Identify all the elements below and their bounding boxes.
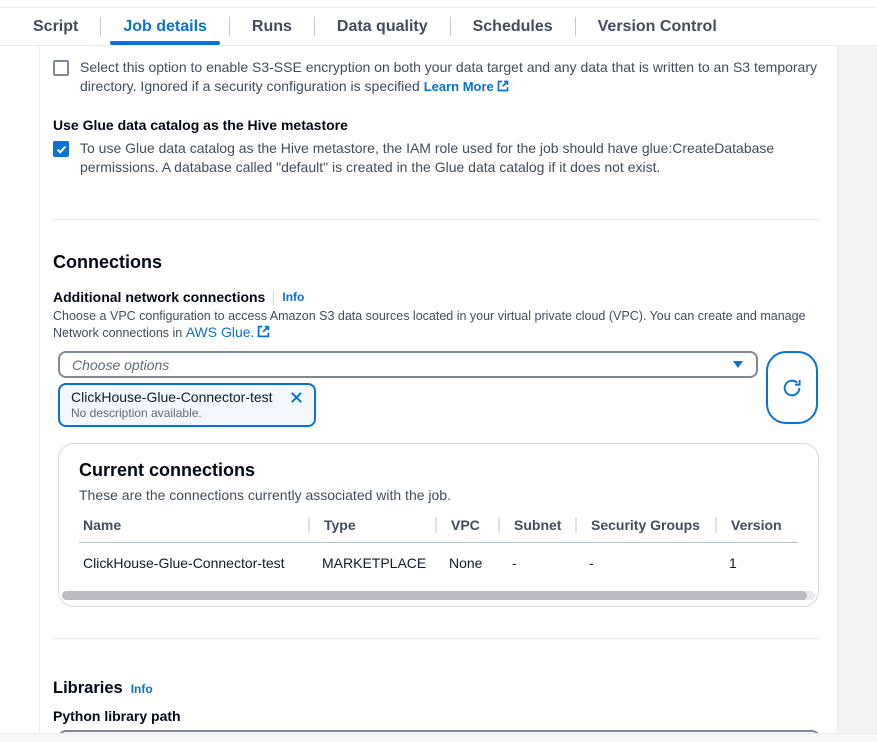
job-details-panel — [39, 46, 838, 733]
additional-network-connections-row — [53, 289, 819, 305]
connections-info-link[interactable]: Info — [282, 290, 305, 304]
cell-name: ClickHouse-Glue-Connector-test — [83, 555, 285, 571]
hive-metastore-checkbox[interactable] — [53, 141, 69, 157]
cell-vpc: None — [449, 555, 483, 571]
python-library-path-label: Python library path — [53, 708, 181, 724]
column-header-subnet: Subnet — [498, 517, 575, 533]
current-connections-heading: Current connections — [79, 460, 256, 480]
hive-metastore-option — [53, 139, 819, 177]
learn-more-link[interactable]: Learn More — [424, 79, 509, 94]
external-link-icon — [497, 78, 509, 97]
column-header-name: Name — [83, 517, 122, 533]
additional-network-connections-label: Additional network connections — [53, 289, 266, 305]
right-gutter — [838, 46, 877, 733]
current-connections-description: These are the connections currently associated with the job. — [79, 487, 451, 503]
left-gutter — [0, 46, 39, 733]
horizontal-scrollbar-thumb[interactable] — [62, 591, 807, 600]
tab-runs[interactable]: Runs — [251, 17, 292, 35]
tab-divider — [100, 17, 101, 36]
column-header-type: Type — [308, 517, 435, 533]
connection-token-label: ClickHouse-Glue-Connector-test — [71, 389, 273, 405]
tab-divider — [450, 17, 451, 36]
select-placeholder: Choose options — [72, 356, 170, 373]
connections-select[interactable] — [58, 351, 758, 378]
libraries-heading: Libraries — [53, 679, 123, 697]
column-header-security-groups: Security Groups — [575, 517, 715, 533]
hive-metastore-label: Use Glue data catalog as the Hive metastore — [53, 117, 348, 133]
connection-token-description: No description available. — [71, 406, 202, 420]
tab-divider — [229, 17, 230, 36]
external-link-icon — [257, 325, 270, 342]
libraries-heading-row — [53, 679, 819, 698]
libraries-info-link[interactable]: Info — [130, 682, 153, 696]
table-header-row — [79, 517, 798, 543]
column-header-version: Version — [715, 517, 809, 533]
hive-metastore-description: To use Glue data catalog as the Hive metastore, the IAM role used for the job should have glue:CreateDatabase permissions. A database called "default" is created in the Glue data catalog if it does not exist. — [80, 140, 775, 175]
chevron-down-icon — [732, 356, 744, 374]
connections-select-row — [58, 351, 819, 427]
refresh-icon — [781, 377, 803, 399]
section-divider — [53, 219, 819, 220]
python-library-path-input[interactable] — [58, 730, 820, 733]
tab-version-control[interactable]: Version Control — [597, 17, 717, 35]
s3-sse-encryption-checkbox[interactable] — [53, 60, 69, 76]
connections-table — [79, 517, 798, 585]
cell-security-groups: - — [589, 555, 594, 571]
tab-script[interactable]: Script — [33, 17, 79, 35]
connections-description: Choose a VPC configuration to access Amazon S3 data sources located in your virtual private cloud (VPC). You can create and manage Network connections in AWS Glue. — [53, 309, 806, 340]
tab-divider — [575, 17, 576, 36]
cell-version: 1 — [729, 555, 737, 571]
connections-heading: Connections — [53, 252, 163, 272]
aws-glue-link[interactable]: AWS Glue. — [186, 324, 271, 340]
close-icon — [289, 390, 304, 405]
s3-sse-encryption-label: Select this option to enable S3-SSE encryption on both your data target and any data that is written to an S3 temporary directory. Ignored if a security configuration is specified Learn More — [80, 58, 819, 97]
tab-data-quality[interactable]: Data quality — [336, 17, 428, 35]
connection-token — [58, 383, 316, 427]
token-dismiss-button[interactable] — [281, 390, 304, 405]
current-connections-panel — [58, 443, 819, 607]
column-header-vpc: VPC — [435, 517, 498, 533]
bottom-strip — [0, 733, 877, 742]
cell-type: MARKETPLACE — [322, 555, 427, 571]
tab-job-details[interactable]: Job details — [110, 8, 220, 45]
horizontal-scrollbar-track — [62, 591, 815, 600]
label-divider — [273, 290, 274, 305]
section-divider — [53, 638, 819, 639]
tab-schedules[interactable]: Schedules — [472, 17, 553, 35]
tab-divider — [314, 17, 315, 36]
tab-bar — [0, 0, 877, 46]
check-icon — [56, 144, 67, 155]
refresh-connections-button[interactable] — [766, 351, 818, 424]
table-row — [79, 543, 798, 585]
s3-sse-encryption-option — [53, 58, 819, 97]
cell-subnet: - — [512, 555, 517, 571]
